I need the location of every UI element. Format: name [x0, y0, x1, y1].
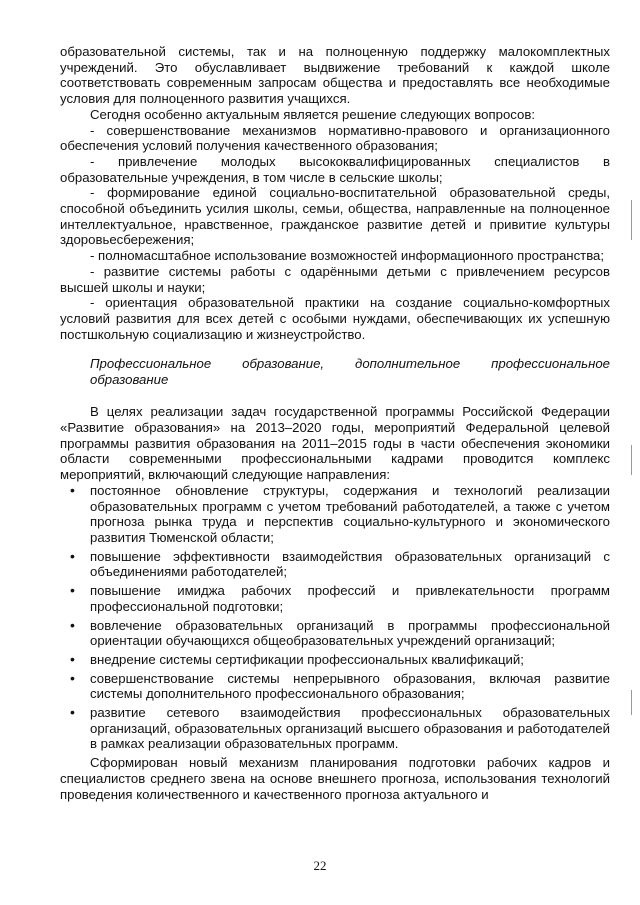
paragraph-intro: В целях реализации задач государственной программы Российской Федерации «Развитие образования» на 2013–2020 годы, мероприятий Федеральной целевой программы развития образования на 2011–2015 годы в части обеспечения экономики области современными профессиональными кадрами проводится комплекс мероприятий, включающий следующие направления:	[60, 404, 610, 483]
paragraph-item-1: - совершенствование механизмов нормативно-правового и организационного обеспечения условий получения качественного образования;	[60, 122, 610, 154]
scan-artifact	[631, 200, 632, 240]
list-item: • вовлечение образовательных организаций в программы профессиональной ориентации обучающихся общеобразовательных учреждений организаций;	[90, 618, 610, 649]
paragraph-item-5: - развитие системы работы с одарёнными детьми с привлечением ресурсов высшей школы и науки;	[60, 263, 610, 295]
list-item: • постоянное обновление структуры, содержания и технологий реализации образовательных программ с учетом требований работодателей, а также с учетом прогноза рынка труда и перспектив социально-культурного и экономического развития Тюменской области;	[90, 483, 610, 546]
paragraph-questions-intro: Сегодня особенно актуальным является решение следующих вопросов:	[90, 106, 536, 122]
paragraph-closing: Сформирован новый механизм планирования подготовки рабочих кадров и специалистов среднего звена на основе внешнего прогноза, использования технологий проведения количественного и качественного прогноза актуального и	[60, 755, 610, 802]
paragraph-item-6: - ориентация образовательной практики на создание социально-комфортных условий развития для всех детей с особыми нуждами, обеспечивающих их успешную постшкольную социализацию и жизнеустройство.	[60, 295, 610, 342]
paragraph-continuation: образовательной системы, так и на полноценную поддержку малокомплектных учреждений. Это обуславливает выдвижение требований к каждой школе соответствовать современным запросам общества и предоставлять все необходимые условия для полноценного развития учащихся.	[60, 44, 610, 107]
page-number: 22	[313, 858, 327, 873]
paragraph-item-4: - полномасштабное использование возможностей информационного пространства;	[90, 248, 605, 264]
paragraph-item-3: - формирование единой социально-воспитательной образовательной среды, способной объединить усилия школы, семьи, общества, направленные на полноценное интеллектуальное, нравственное, гражданское развитие детей и привитие культуры здоровьесбережения;	[60, 185, 610, 248]
list-item: • повышение имиджа рабочих профессий и привлекательности программ профессиональной подготовки;	[90, 583, 610, 614]
section-title: Профессиональное образование, дополнительное профессиональное образование	[90, 356, 610, 388]
list-item: • совершенствование системы непрерывного образования, включая развитие системы дополнительного профессионального образования;	[90, 671, 610, 702]
bullet-list	[60, 483, 610, 752]
paragraph-item-2: - привлечение молодых высококвалифицированных специалистов в образовательные учреждения, в том числе в сельские школы;	[60, 153, 610, 185]
document-page	[60, 44, 610, 802]
scan-artifact	[631, 690, 632, 715]
list-item: • повышение эффективности взаимодействия образовательных организаций с объединениями работодателей;	[90, 549, 610, 580]
list-item: • внедрение системы сертификации профессиональных квалификаций;	[90, 652, 610, 668]
scan-artifact	[631, 445, 632, 475]
list-item: • развитие сетевого взаимодействия профессиональных образовательных организаций, образовательных организаций высшего образования и работодателей в рамках реализации образовательных программ.	[90, 705, 610, 752]
